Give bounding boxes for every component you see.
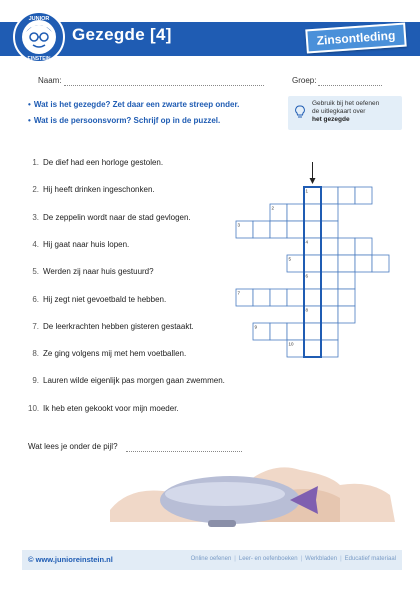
puzzle-cell[interactable] <box>270 221 287 238</box>
question-text: Werden zij naar huis gestuurd? <box>43 267 154 277</box>
puzzle-cell[interactable] <box>287 204 304 221</box>
question-number: 5. <box>32 267 39 277</box>
puzzle-cell[interactable] <box>321 272 338 289</box>
puzzle-cell[interactable] <box>287 289 304 306</box>
question-text: Hij zegt niet gevoetbald te hebben. <box>43 294 167 304</box>
instruction-2-text: Wat is de persoonsvorm? Schrijf op in de puzzel. <box>33 116 221 125</box>
question-text: Ik heb eten gekookt voor mijn moeder. <box>43 403 179 413</box>
footer-bar <box>22 550 402 570</box>
footer-link-online[interactable]: Online oefenen <box>190 556 232 562</box>
question-text: Hij gaat naar huis lopen. <box>43 239 130 249</box>
puzzle-cell[interactable] <box>321 221 338 238</box>
down-arrow-icon <box>310 162 316 184</box>
puzzle-row-number: 3 <box>237 222 241 228</box>
tip-line-3: het gezegde <box>312 116 350 123</box>
puzzle-row-number: 4 <box>305 239 309 245</box>
puzzle-answer-cell[interactable] <box>304 204 321 221</box>
question-number: 9. <box>32 376 39 386</box>
puzzle-cell[interactable] <box>321 238 338 255</box>
puzzle-cell[interactable] <box>287 323 304 340</box>
logo-text-top: JUNIOR <box>28 16 50 22</box>
puzzle-cell[interactable] <box>270 289 287 306</box>
puzzle-cell[interactable] <box>321 323 338 340</box>
instruction-1-text: Wat is het gezegde? Zet daar een zwarte streep onder. <box>33 100 240 109</box>
puzzle-cell[interactable] <box>270 323 287 340</box>
footer-url[interactable]: © www.junioreinstein.nl <box>28 555 113 564</box>
question-text: De dief had een horloge gestolen. <box>43 158 164 167</box>
puzzle-answer-cell[interactable] <box>304 340 321 357</box>
puzzle-answer-cell[interactable] <box>304 255 321 272</box>
puzzle-cell[interactable] <box>253 289 270 306</box>
question-number: 1. <box>32 158 39 167</box>
question-text: Ze ging volgens mij met hem voetballen. <box>43 349 187 359</box>
puzzle-cell[interactable] <box>287 221 304 238</box>
puzzle-row-number: 10 <box>288 341 294 347</box>
category-badge: Zinsontleding <box>305 23 406 54</box>
puzzle-cell[interactable] <box>321 187 338 204</box>
puzzle-cell[interactable] <box>355 255 372 272</box>
logo-text-bottom: EINSTEIN <box>27 56 51 62</box>
puzzle-row-number: 8 <box>305 307 309 313</box>
tip-line-1: Gebruik bij het oefenen <box>312 100 380 107</box>
zeppelin-illustration <box>0 440 420 540</box>
puzzle-cell[interactable] <box>338 289 355 306</box>
puzzle-row-number: 9 <box>254 324 258 330</box>
puzzle-cell[interactable] <box>338 255 355 272</box>
question-number: 4. <box>32 239 39 249</box>
question-number: 8. <box>32 349 39 359</box>
final-question: Wat lees je onder de pijl? <box>28 442 118 451</box>
puzzle-cell[interactable] <box>338 238 355 255</box>
puzzle-row-number: 7 <box>237 290 241 296</box>
question-number: 10. <box>28 403 40 413</box>
puzzle-answer-cell[interactable] <box>304 221 321 238</box>
question-text: Lauren wilde eigenlijk pas morgen gaan zwemmen. <box>43 376 225 386</box>
question-text: De leerkrachten hebben gisteren gestaakt. <box>43 321 194 331</box>
footer-link-books[interactable]: Leer- en oefenboeken <box>238 556 298 562</box>
puzzle-cell[interactable] <box>338 272 355 289</box>
name-label: Naam: <box>38 76 62 85</box>
footer-link-worksheets[interactable]: Werkbladen <box>305 556 338 562</box>
puzzle-cell[interactable] <box>338 187 355 204</box>
puzzle-row-number: 5 <box>288 256 292 262</box>
question-number: 6. <box>32 294 39 304</box>
puzzle-cell[interactable] <box>372 255 389 272</box>
puzzle-cell[interactable] <box>321 255 338 272</box>
puzzle-row-number: 1 <box>305 188 309 194</box>
instruction-1: • Wat is het gezegde? Zet daar een zwarte streep onder. <box>28 100 240 109</box>
puzzle-answer-cell[interactable] <box>304 289 321 306</box>
page-title: Gezegde [4] <box>72 25 172 44</box>
puzzle-cell[interactable] <box>355 238 372 255</box>
puzzle-cell[interactable] <box>253 221 270 238</box>
question-number: 7. <box>32 321 39 331</box>
instruction-2: • Wat is de persoonsvorm? Schrijf op in de puzzel. <box>28 116 221 125</box>
footer-link-materials[interactable]: Educatief materiaal <box>344 556 396 562</box>
puzzle-row-number: 2 <box>271 205 275 211</box>
puzzle-cell[interactable] <box>321 289 338 306</box>
group-label: Groep: <box>292 76 317 85</box>
puzzle-cell[interactable] <box>321 340 338 357</box>
puzzle-cell[interactable] <box>321 306 338 323</box>
question-number: 2. <box>32 185 39 195</box>
puzzle-cell[interactable] <box>321 204 338 221</box>
puzzle-row-number: 6 <box>305 273 309 279</box>
tip-line-2: de uitlegkaart over <box>312 108 366 115</box>
footer-links: Online oefenen | Leer- en oefenboeken | Werkbladen | Educatief materiaal <box>190 556 396 562</box>
puzzle-cell[interactable] <box>355 187 372 204</box>
puzzle-answer-cell[interactable] <box>304 323 321 340</box>
puzzle-cell[interactable] <box>338 306 355 323</box>
question-text: De zeppelin wordt naar de stad gevlogen. <box>43 212 191 222</box>
question-number: 3. <box>32 212 39 222</box>
question-text: Hij heeft drinken ingeschonken. <box>43 185 155 195</box>
